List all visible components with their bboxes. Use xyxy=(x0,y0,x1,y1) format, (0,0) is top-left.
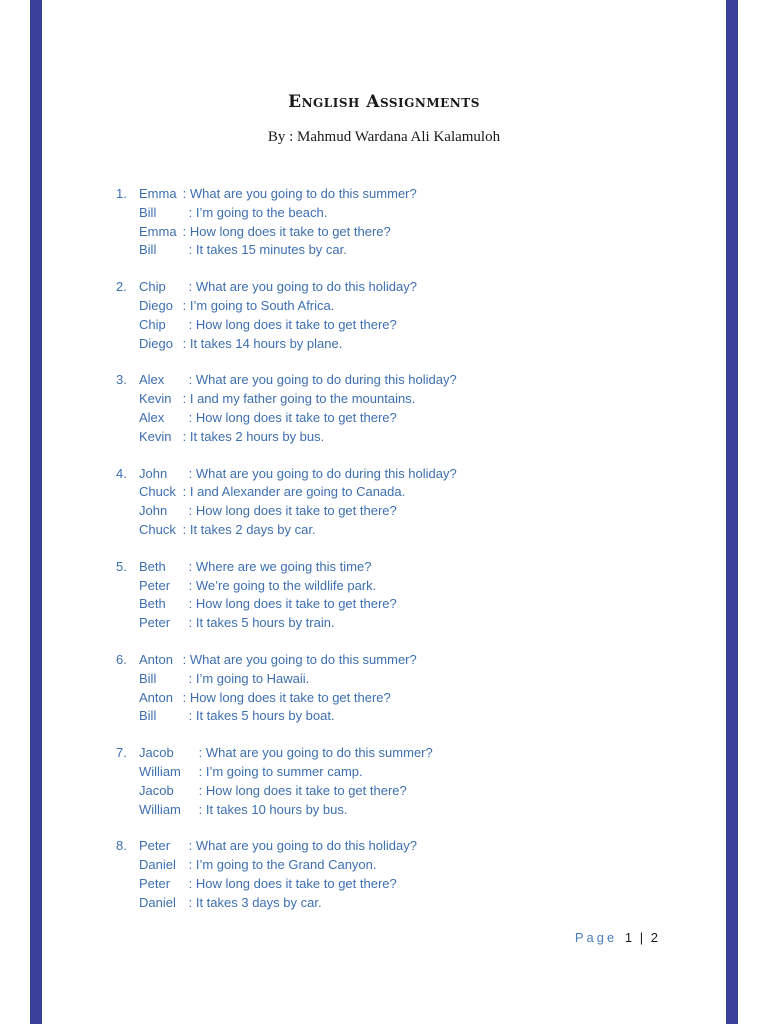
dialogue-line xyxy=(116,316,636,335)
speaker-name: Daniel xyxy=(139,894,176,910)
speaker-separator: : xyxy=(195,782,206,798)
speaker-name: Alex xyxy=(139,372,165,388)
dialogue-line xyxy=(116,428,636,447)
dialogue-number: 1. xyxy=(116,186,127,201)
dialogue-line xyxy=(116,670,636,689)
speaker-name: Daniel xyxy=(139,857,176,873)
dialogue-line xyxy=(116,577,636,596)
speaker-name: Peter xyxy=(139,577,171,593)
dialogue-line xyxy=(116,856,636,875)
speaker-separator: : xyxy=(185,875,196,891)
speaker-name: Peter xyxy=(139,838,171,854)
speaker-separator: : xyxy=(195,745,206,761)
dialogue-text: I’m going to South Africa. xyxy=(189,297,335,313)
dialogue-text: It takes 5 hours by boat. xyxy=(195,708,335,724)
speaker-separator: : xyxy=(179,186,190,201)
dialogue-text: It takes 10 hours by bus. xyxy=(205,801,348,817)
dialogue-line xyxy=(116,204,636,223)
dialogue-text: It takes 2 days by car. xyxy=(189,521,316,537)
speaker-name: William xyxy=(139,763,181,779)
speaker-name: Beth xyxy=(139,558,166,574)
dialogue-text: How long does it take to get there? xyxy=(189,689,391,705)
speaker-name: Chuck xyxy=(139,484,176,500)
page-separator: | xyxy=(639,930,644,945)
dialogue-text: It takes 15 minutes by car. xyxy=(195,242,347,258)
speaker-separator: : xyxy=(185,857,196,873)
speaker-separator: : xyxy=(185,577,196,593)
dialogue-text: What are you going to do this summer? xyxy=(189,186,417,201)
dialogue-line xyxy=(116,521,636,540)
dialogue-number: 6. xyxy=(116,651,127,667)
speaker-name: Bill xyxy=(139,242,157,258)
dialogue-text: What are you going to do this holiday? xyxy=(195,279,417,295)
speaker-separator: : xyxy=(185,558,196,574)
dialogue-item xyxy=(116,837,636,912)
speaker-name: John xyxy=(139,465,168,481)
dialogue-number: 4. xyxy=(116,465,127,481)
dialogue-line xyxy=(116,875,636,894)
dialogue-line xyxy=(116,763,636,782)
speaker-separator: : xyxy=(185,596,196,612)
dialogue-line xyxy=(116,502,636,521)
dialogue-text: What are you going to do during this holiday? xyxy=(195,465,457,481)
speaker-separator: : xyxy=(185,708,196,724)
dialogue-line xyxy=(116,894,636,913)
dialogue-line xyxy=(116,483,636,502)
dialogue-line xyxy=(116,297,636,316)
dialogue-text: It takes 3 days by car. xyxy=(195,894,322,910)
speaker-separator: : xyxy=(185,372,196,388)
dialogue-item xyxy=(116,651,636,726)
dialogue-text: It takes 14 hours by plane. xyxy=(189,335,343,351)
speaker-separator: : xyxy=(179,521,190,537)
dialogue-text: It takes 2 hours by bus. xyxy=(189,428,325,444)
dialogue-line xyxy=(116,614,636,633)
left-decorative-border xyxy=(30,0,42,1024)
dialogue-text: What are you going to do this summer? xyxy=(205,745,433,761)
speaker-name: Kevin xyxy=(139,391,172,407)
dialogue-line xyxy=(116,185,636,204)
dialogue-line xyxy=(116,465,636,484)
page-total: 2 xyxy=(650,930,658,945)
speaker-separator: : xyxy=(185,316,196,332)
dialogue-item xyxy=(116,371,636,446)
dialogue-text: I and Alexander are going to Canada. xyxy=(189,484,406,500)
dialogue-text: I’m going to the beach. xyxy=(195,204,328,220)
dialogue-line xyxy=(116,837,636,856)
speaker-name: Emma xyxy=(139,186,177,201)
speaker-separator: : xyxy=(179,335,190,351)
speaker-name: Chuck xyxy=(139,521,176,537)
dialogue-text: What are you going to do this summer? xyxy=(189,651,417,667)
dialogue-line xyxy=(116,558,636,577)
dialogue-number: 7. xyxy=(116,745,127,761)
speaker-separator: : xyxy=(179,391,190,407)
speaker-separator: : xyxy=(185,670,196,686)
speaker-name: Emma xyxy=(139,223,177,239)
dialogue-line xyxy=(116,707,636,726)
speaker-separator: : xyxy=(185,503,196,519)
dialogue-line xyxy=(116,782,636,801)
dialogue-line xyxy=(116,801,636,820)
speaker-name: William xyxy=(139,801,181,817)
document-byline: By : Mahmud Wardana Ali Kalamuloh xyxy=(267,129,501,145)
speaker-separator: : xyxy=(185,615,196,631)
dialogue-line xyxy=(116,689,636,708)
dialogue-text: I’m going to the Grand Canyon. xyxy=(195,857,377,873)
dialogue-number: 3. xyxy=(116,372,127,388)
speaker-separator: : xyxy=(185,409,196,425)
speaker-name: Anton xyxy=(139,689,173,705)
dialogue-text: What are you going to do this holiday? xyxy=(195,838,417,854)
dialogue-line xyxy=(116,744,636,763)
speaker-separator: : xyxy=(179,428,190,444)
speaker-name: Bill xyxy=(139,204,157,220)
dialogue-text: How long does it take to get there? xyxy=(205,782,407,798)
speaker-name: Chip xyxy=(139,316,166,332)
dialogue-line xyxy=(116,335,636,354)
speaker-separator: : xyxy=(185,204,196,220)
dialogue-line xyxy=(116,595,636,614)
page-word: Page xyxy=(574,930,618,945)
speaker-name: Beth xyxy=(139,596,166,612)
dialogue-item xyxy=(116,278,636,353)
speaker-name: Diego xyxy=(139,297,173,313)
speaker-name: Bill xyxy=(139,708,157,724)
page-number xyxy=(575,930,658,945)
document-title: English Assignments xyxy=(288,92,480,112)
dialogue-line xyxy=(116,278,636,297)
dialogue-text: How long does it take to get there? xyxy=(195,316,397,332)
dialogue-item xyxy=(116,465,636,540)
speaker-separator: : xyxy=(195,801,206,817)
dialogue-line xyxy=(116,371,636,390)
dialogue-text: How long does it take to get there? xyxy=(195,875,397,891)
dialogue-number: 2. xyxy=(116,279,127,295)
dialogue-text: We’re going to the wildlife park. xyxy=(195,577,377,593)
speaker-name: Alex xyxy=(139,409,165,425)
speaker-name: John xyxy=(139,503,168,519)
dialogue-text: I’m going to Hawaii. xyxy=(195,670,310,686)
speaker-separator: : xyxy=(179,651,190,667)
dialogue-text: How long does it take to get there? xyxy=(195,596,397,612)
dialogue-text: I’m going to summer camp. xyxy=(205,763,363,779)
dialogue-text: I and my father going to the mountains. xyxy=(189,391,416,407)
speaker-name: Kevin xyxy=(139,428,172,444)
dialogue-text: How long does it take to get there? xyxy=(195,409,397,425)
speaker-name: Jacob xyxy=(139,782,174,798)
dialogue-text: What are you going to do during this holiday? xyxy=(195,372,457,388)
page-current: 1 xyxy=(624,930,633,945)
dialogue-text: It takes 5 hours by train. xyxy=(195,615,335,631)
speaker-name: Peter xyxy=(139,615,171,631)
speaker-name: Peter xyxy=(139,875,171,891)
speaker-separator: : xyxy=(195,763,206,779)
speaker-separator: : xyxy=(179,484,190,500)
dialogue-item xyxy=(116,744,636,819)
dialogue-number: 5. xyxy=(116,558,127,574)
dialogue-line xyxy=(116,241,636,260)
speaker-separator: : xyxy=(185,279,196,295)
speaker-name: Chip xyxy=(139,279,166,295)
speaker-name: Bill xyxy=(139,670,157,686)
dialogue-line xyxy=(116,409,636,428)
speaker-separator: : xyxy=(179,689,190,705)
speaker-separator: : xyxy=(185,894,196,910)
dialogue-list xyxy=(116,185,636,931)
dialogue-text: How long does it take to get there? xyxy=(189,223,391,239)
dialogue-line xyxy=(116,651,636,670)
speaker-name: Jacob xyxy=(139,745,174,761)
dialogue-item xyxy=(116,185,636,260)
speaker-name: Anton xyxy=(139,651,173,667)
dialogue-line xyxy=(116,390,636,409)
dialogue-line xyxy=(116,223,636,242)
dialogue-text: How long does it take to get there? xyxy=(195,503,397,519)
speaker-separator: : xyxy=(179,223,190,239)
speaker-separator: : xyxy=(185,465,196,481)
speaker-name: Diego xyxy=(139,335,173,351)
speaker-separator: : xyxy=(179,297,190,313)
dialogue-text: Where are we going this time? xyxy=(195,558,372,574)
speaker-separator: : xyxy=(185,838,196,854)
right-decorative-border xyxy=(726,0,738,1024)
dialogue-number: 8. xyxy=(116,838,127,854)
speaker-separator: : xyxy=(185,242,196,258)
dialogue-item xyxy=(116,558,636,633)
